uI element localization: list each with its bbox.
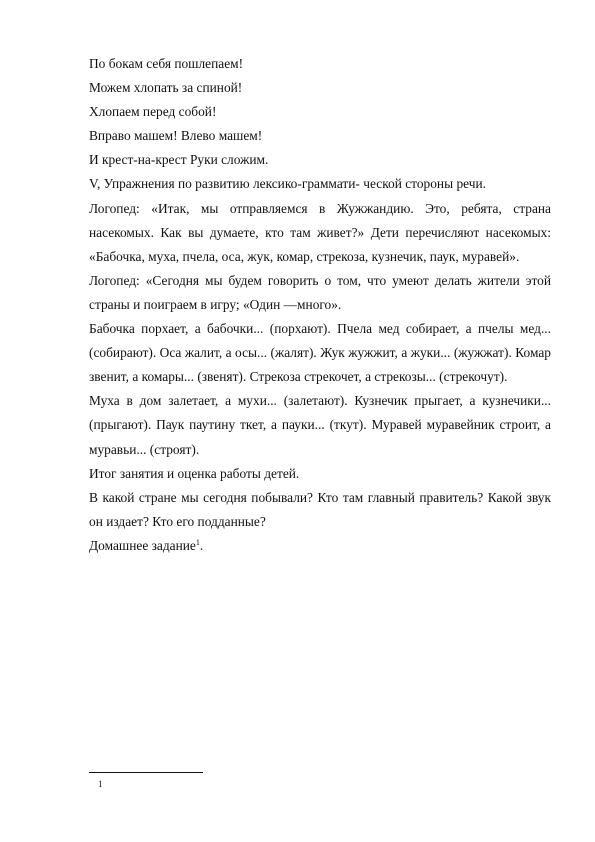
homework-line [89, 534, 551, 558]
verse-line-4: Вправо машем! Влево машем! [89, 128, 263, 144]
section-heading: V, Упражнения по развитию лексико-граммати- ческой стороны речи. [89, 176, 486, 192]
verse-line-2: Можем хлопать за спиной! [89, 80, 243, 96]
paragraph-summary: Итог занятия и оценка работы детей. [89, 465, 300, 481]
paragraph-logoped-intro: Логопед: «Итак, мы отправляемся в Жужжандию. Это, ребята, страна насекомых. Как вы думаете, кто там живет?» Дети перечисляют насекомых: «Бабочка, муха, пчела, оса, жук, комар, стрекоза, кузнечик, паук, муравей». [89, 200, 551, 264]
paragraph-insects-2: Муха в дом залетает, а мухи... (залетают). Кузнечик прыгает, а кузнечики... (прыгают). Паук паутину ткет, а пауки... (ткут). Муравей муравейник строит, а муравьи... (строят). [89, 393, 551, 457]
verse-line-5: И крест-на-крест Руки сложим. [89, 152, 269, 168]
footnote-number: 1 [98, 779, 103, 789]
homework-period: . [199, 537, 204, 553]
paragraph-questions: В какой стране мы сегодня побывали? Кто там главный правитель? Какой звук он издает? Кто его подданные? [89, 489, 551, 529]
verse-line-3: Хлопаем перед собой! [89, 104, 217, 120]
verse-line-1: По бокам себя пошлепаем! [89, 56, 244, 71]
footnote-separator [89, 772, 203, 773]
paragraph-logoped-game: Логопед: «Сегодня мы будем говорить о том, что умеют делать жители этой страны и поиграем в игру; «Один —много». [89, 272, 551, 312]
document-body [89, 52, 551, 558]
footnote-reference[interactable]: 1 [195, 537, 200, 547]
paragraph-insects-1: Бабочка порхает, а бабочки... (порхают). Пчела мед собирает, а пчелы мед... (собирают). Оса жалит, а осы... (жалят). Жук жужжит, а жуки... (жужжат). Комар звенит, а комары... (звенят). Стрекоза стрекочет, а стрекозы... (стрекочут). [89, 321, 551, 385]
homework-label: Домашнее задание [89, 537, 196, 553]
